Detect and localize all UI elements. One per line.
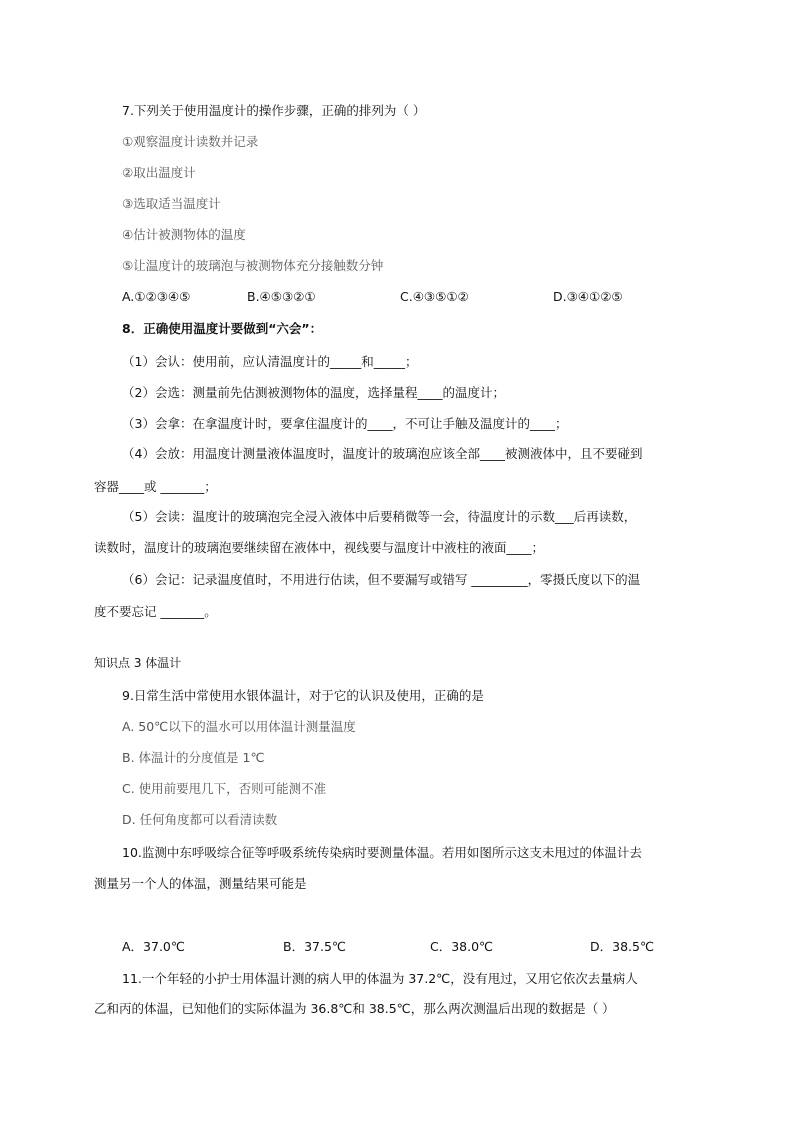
q8-line: （1）会认：使用前，应认清温度计的_____和_____；	[122, 354, 418, 369]
q10-stem-continued: 测量另一个人的体温，测量结果可能是	[94, 876, 307, 891]
q8-stem: 8．正确使用温度计要做到“六会”：	[122, 321, 323, 336]
q7-option-a: A.①②③④⑤	[122, 289, 191, 304]
q7-option-d: D.③④①②⑤	[553, 289, 623, 304]
section-heading: 知识点 3 体温计	[94, 656, 182, 670]
q8-line: （3）会拿：在拿温度计时，要拿住温度计的____，不可让手触及温度计的____；	[122, 416, 568, 431]
q8-line: 读数时，温度计的玻璃泡要继续留在液体中，视线要与温度计中液柱的液面____；	[94, 540, 545, 555]
q9-stem: 9.日常生活中常使用水银体温计，对于它的认识及使用，正确的是	[122, 688, 484, 703]
q9-option-c: C. 使用前要甩几下，否则可能测不准	[122, 781, 327, 796]
q7-option-b: B.④⑤③②①	[247, 289, 316, 304]
q7-stem: 7.下列关于使用温度计的操作步骤，正确的排列为（ ）	[122, 103, 426, 118]
q11-stem: 11.一个年轻的小护士用体温计测的病人甲的体温为 37.2℃，没有甩过，又用它依次去量病人	[122, 971, 638, 986]
q9-option-b: B. 体温计的分度值是 1℃	[122, 750, 265, 765]
q7-step: ④估计被测物体的温度	[122, 227, 246, 242]
q10-option-a: A．37.0℃	[122, 939, 185, 954]
q7-step: ①观察温度计读数并记录	[122, 134, 259, 149]
q7-step: ⑤让温度计的玻璃泡与被测物体充分接触数分钟	[122, 258, 384, 273]
q7-step: ③选取适当温度计	[122, 196, 221, 211]
q7-step: ②取出温度计	[122, 165, 196, 180]
q9-option-d: D. 任何角度都可以看清读数	[122, 812, 278, 827]
q8-line: （6）会记：记录温度值时，不用进行估读，但不要漏写或错写 _________，零摄氏度以下的温	[122, 572, 641, 587]
q11-stem-continued: 乙和丙的体温，已知他们的实际体温为 36.8℃和 38.5℃，那么两次测温后出现的数据是（ ）	[94, 1001, 615, 1016]
q10-stem: 10.监测中东呼吸综合征等呼吸系统传染病时要测量体温。若用如图所示这支未甩过的体温计去	[122, 845, 642, 860]
q8-line: 容器____或 _______；	[94, 479, 217, 494]
q10-option-d: D．38.5℃	[590, 939, 654, 954]
q8-line: （5）会读：温度计的玻璃泡完全浸入液体中后要稍微等一会，待温度计的示数___后再读数，	[122, 509, 637, 524]
q8-line: （2）会选：测量前先估测被测物体的温度，选择量程____的温度计；	[122, 385, 505, 400]
q10-option-b: B．37.5℃	[283, 939, 346, 954]
q8-line: 度不要忘记 _______。	[94, 604, 217, 619]
q9-option-a: A. 50℃以下的温水可以用体温计测量温度	[122, 719, 356, 734]
q8-line: （4）会放：用温度计测量液体温度时，温度计的玻璃泡应该全部____被测液体中，且不要碰到	[122, 446, 643, 461]
q7-option-c: C.④③⑤①②	[400, 289, 469, 304]
q10-option-c: C．38.0℃	[430, 939, 494, 954]
